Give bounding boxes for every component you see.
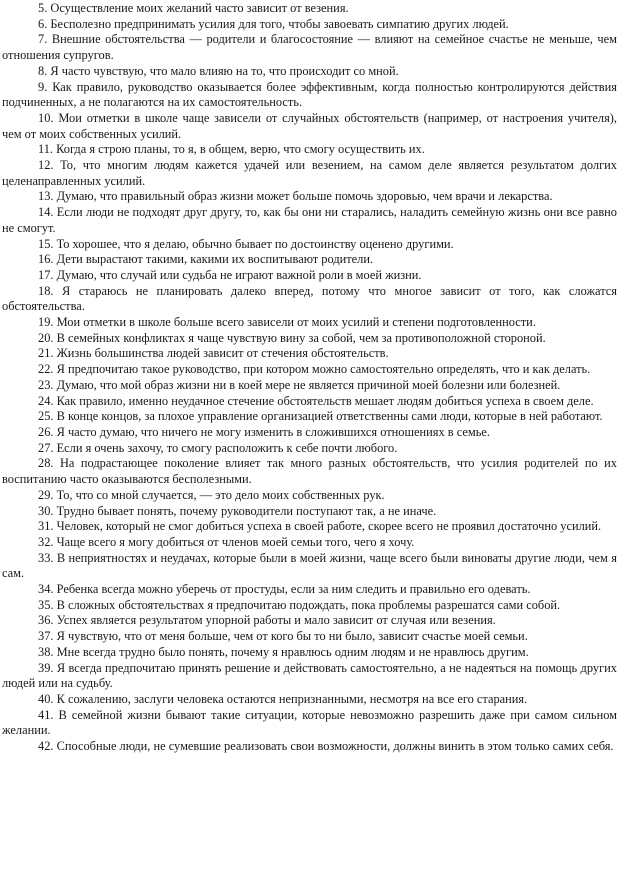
questionnaire-item-36: 36. Успех является результатом упорной работы и мало зависит от случая или везения. — [38, 613, 496, 628]
questionnaire-item-22: 22. Я предпочитаю такое руководство, при котором можно самостоятельно определять, что и как делать. — [38, 362, 591, 377]
questionnaire-item-21: 21. Жизнь большинства людей зависит от стечения обстоятельств. — [38, 346, 389, 361]
questionnaire-item-25: 25. В конце концов, за плохое управление организацией ответственны сами люди, которые в ней работают. — [38, 409, 603, 424]
questionnaire-item-27: 27. Если я очень захочу, то смогу расположить к себе почти любого. — [38, 440, 398, 455]
questionnaire-item-30: 30. Трудно бывает понять, почему руководители поступают так, а не иначе. — [38, 503, 437, 518]
questionnaire-item-42: 42. Способные люди, не сумевшие реализовать свои возможности, должны винить в этом только самих себя. — [38, 739, 614, 754]
questionnaire-item-32: 32. Чаще всего я могу добиться от членов моей семьи того, чего я хочу. — [38, 534, 415, 549]
questionnaire-item-38: 38. Мне всегда трудно было понять, почему я нравлюсь одним людям и не нравлюсь другим. — [38, 644, 529, 659]
questionnaire-item-9: 9. Как правило, руководство оказывается более эффективным, когда полностью контролируются действия подчиненных, а не полагаются на их самостоятельность. — [2, 79, 617, 110]
questionnaire-item-20: 20. В семейных конфликтах я чаще чувствую вину за собой, чем за противоположной стороной. — [38, 330, 546, 345]
questionnaire-item-31: 31. Человек, который не смог добиться успеха в своей работе, скорее всего не проявил достаточно усилий. — [38, 519, 602, 534]
questionnaire-item-13: 13. Думаю, что правильный образ жизни может больше помочь здоровью, чем врачи и лекарства. — [38, 189, 553, 204]
questionnaire-item-6: 6. Бесполезно предпринимать усилия для того, чтобы завоевать симпатию других людей. — [38, 16, 509, 31]
questionnaire-item-7: 7. Внешние обстоятельства — родители и благосостояние — влияют на семейное счастье не меньше, чем отношения супругов. — [2, 32, 617, 63]
questionnaire-item-15: 15. То хорошее, что я делаю, обычно бывает по достоинству оценено другими. — [38, 236, 454, 251]
questionnaire-item-8: 8. Я часто чувствую, что мало влияю на то, что происходит со мной. — [38, 63, 399, 78]
questionnaire-item-29: 29. То, что со мной случается, — это дело моих собственных рук. — [38, 487, 385, 502]
questionnaire-item-40: 40. К сожалению, заслуги человека остаются непризнанными, несмотря на все его старания. — [38, 691, 528, 706]
questionnaire-item-17: 17. Думаю, что случай или судьба не играют важной роли в моей жизни. — [38, 267, 422, 282]
questionnaire-item-16: 16. Дети вырастают такими, какими их воспитывают родители. — [38, 252, 374, 267]
questionnaire-item-28: 28. На подрастающее поколение влияет так много разных обстоятельств, что усилия родителей по их воспитанию часто оказываются бесполезными. — [2, 456, 617, 487]
questionnaire-item-33: 33. В неприятностях и неудачах, которые были в моей жизни, чаще всего были виноваты другие люди, чем я сам. — [2, 550, 617, 581]
questionnaire-item-12: 12. То, что многим людям кажется удачей или везением, на самом деле является результатом долгих целенаправленных усилий. — [2, 158, 617, 188]
questionnaire-item-19: 19. Мои отметки в школе больше всего зависели от моих усилий и степени подготовленности. — [38, 315, 536, 330]
questionnaire-item-10: 10. Мои отметки в школе чаще зависели от случайных обстоятельств (например, от настроения учителя), чем от моих собственных усилий. — [2, 110, 617, 141]
questionnaire-item-11: 11. Когда я строю планы, то я, в общем, верю, что смогу осуществить их. — [38, 142, 425, 157]
questionnaire-item-39: 39. Я всегда предпочитаю принять решение и действовать самостоятельно, а не надеяться на помощь других людей или на судьбу. — [2, 660, 617, 691]
questionnaire-item-34: 34. Ребенка всегда можно уберечь от простуды, если за ним следить и правильно его одевать. — [38, 582, 531, 597]
questionnaire-item-14: 14. Если люди не подходят друг другу, то, как бы они ни старались, наладить семейную жизнь они все равно не смогут. — [2, 205, 617, 235]
questionnaire-item-35: 35. В сложных обстоятельствах я предпочитаю подождать, пока проблемы разрешатся сами собой. — [38, 597, 561, 612]
questionnaire-item-18: 18. Я стараюсь не планировать далеко вперед, потому что многое зависит от того, как сложатся обстоятельства. — [2, 283, 617, 314]
questionnaire-item-24: 24. Как правило, именно неудачное стечение обстоятельств мешает людям добиться успеха в своем деле. — [38, 393, 594, 408]
questionnaire-item-5: 5. Осуществление моих желаний часто зависит от везения. — [38, 1, 349, 15]
questionnaire-item-26: 26. Я часто думаю, что ничего не могу изменить в сложившихся отношениях в семье. — [38, 424, 490, 439]
questionnaire-item-37: 37. Я чувствую, что от меня больше, чем от кого бы то ни было, зависит счастье моей семьи. — [38, 629, 528, 644]
questionnaire-item-23: 23. Думаю, что мой образ жизни ни в коей мере не является причиной моей болезни или болезней. — [38, 377, 561, 392]
questionnaire-item-41: 41. В семейной жизни бывают такие ситуации, которые невозможно разрешить даже при самом сильном желании. — [2, 707, 617, 738]
